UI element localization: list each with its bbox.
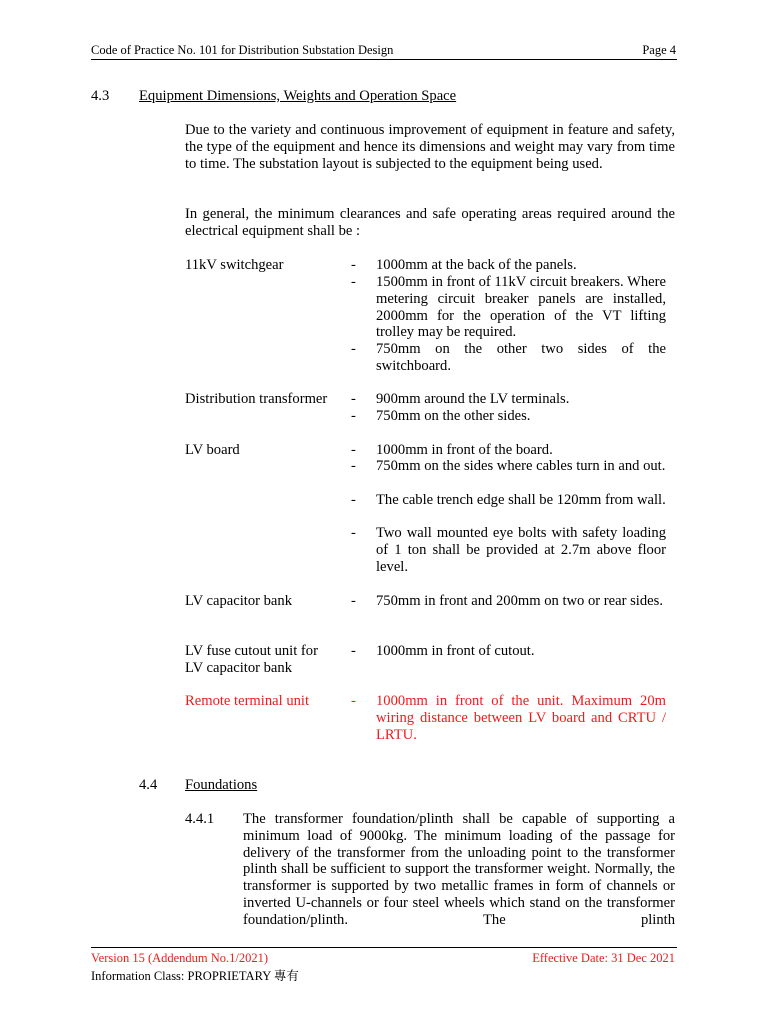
clearance-paragraph: In general, the minimum clearances and safe operating areas required around the electrical equipment shall be :: [185, 206, 675, 239]
transformer-clearance-2: 750mm on the other sides.: [376, 408, 531, 424]
switchgear-label: 11kV switchgear: [185, 257, 284, 273]
transformer-clearance-1: 900mm around the LV terminals.: [376, 391, 570, 407]
lv-board-clearance-3: The cable trench edge shall be 120mm from wall.: [376, 492, 666, 508]
header-rule: [91, 59, 677, 60]
rtu-label: Remote terminal unit: [185, 693, 310, 709]
foundation-paragraph: The transformer foundation/plinth shall be capable of supporting a minimum load of 9000kg. The minimum loading of the passage for delivery of the transformer from the unloading point to the transformer plinth shall be sufficient to support the transformer weight. Normally, the transformer is supported by two metallic frames in form of channels or inverted U-channels or four steel wheels which stand on the transformer foundation/plinth. The plinth: [243, 811, 675, 928]
rtu-clearance: 1000mm in front of the unit. Maximum 20m wiring distance between LV board and CRTU / LRTU.: [376, 693, 666, 743]
document-title: Code of Practice No. 101 for Distribution Substation Design: [91, 43, 394, 57]
switchgear-clearance-1: 1000mm at the back of the panels.: [376, 257, 577, 273]
transformer-label: Distribution transformer: [185, 391, 328, 407]
fuse-cutout-clearance: 1000mm in front of cutout.: [376, 643, 535, 659]
dash: -: [351, 391, 356, 407]
version-text: Version 15 (Addendum No.1/2021): [91, 951, 269, 965]
fuse-cutout-label-line-2: LV capacitor bank: [185, 660, 292, 676]
dash: -: [351, 257, 356, 273]
capacitor-bank-label: LV capacitor bank: [185, 593, 292, 609]
lv-board-label: LV board: [185, 442, 240, 458]
dash: -: [351, 408, 356, 424]
dash: -: [351, 442, 356, 458]
dash: -: [351, 593, 356, 609]
lv-board-clearance-4: Two wall mounted eye bolts with safety loading of 1 ton shall be provided at 2.7m above floor level.: [376, 525, 666, 575]
information-class: Information Class: PROPRIETARY 專有: [91, 969, 299, 983]
dash: -: [351, 693, 356, 709]
page-number: Page 4: [642, 43, 676, 57]
lv-board-clearance-1: 1000mm in front of the board.: [376, 442, 553, 458]
dash: -: [351, 274, 356, 290]
effective-date: Effective Date: 31 Dec 2021: [532, 951, 675, 965]
dash: -: [351, 492, 356, 508]
subsection-4-4-1-number: 4.4.1: [185, 811, 215, 827]
section-4-4-title: Foundations: [185, 777, 258, 793]
dash: -: [351, 458, 356, 474]
dash: -: [351, 643, 356, 659]
switchgear-clearance-2: 1500mm in front of 11kV circuit breakers. Where metering circuit breaker panels are installed, 2000mm for the operation of the VT lifting trolley may be required.: [376, 274, 666, 341]
footer-rule: [91, 947, 677, 948]
fuse-cutout-label-line-1: LV fuse cutout unit for: [185, 643, 318, 659]
dash: -: [351, 525, 356, 541]
intro-paragraph: Due to the variety and continuous improvement of equipment in feature and safety, the type of the equipment and hence its dimensions and weight may vary from time to time. The substation layout is subjected to the equipment being used.: [185, 122, 675, 172]
capacitor-bank-clearance: 750mm in front and 200mm on two or rear sides.: [376, 593, 663, 609]
lv-board-clearance-2: 750mm on the sides where cables turn in and out.: [376, 458, 666, 474]
section-4-3-title: Equipment Dimensions, Weights and Operation Space: [139, 88, 457, 104]
switchgear-clearance-3: 750mm on the other two sides of the switchboard.: [376, 341, 666, 374]
section-4-4-number: 4.4: [139, 777, 158, 793]
section-4-3-number: 4.3: [91, 88, 110, 104]
dash: -: [351, 341, 356, 357]
